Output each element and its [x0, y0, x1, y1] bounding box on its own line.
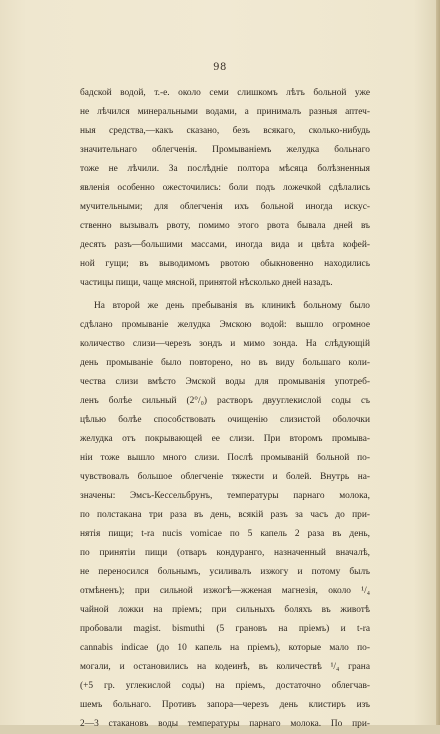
- text-line: ственно вызывалъ рвоту, помимо этого рвота бывала дней въ: [80, 221, 370, 231]
- text-line: На второй же день пребыванія въ клиникѣ больному было: [94, 301, 370, 311]
- text-line: ленъ болѣе сильный (2°/₀) растворъ двууглекислой соды съ: [80, 396, 370, 406]
- text-line: ной гущи; въ выводимомъ рвотою обыкновенно находились: [80, 259, 370, 269]
- text-line: отмѣненъ); при сильной изжогѣ—жженая магнезія, около ¹/₄: [80, 586, 370, 596]
- text-line: желудка отъ покрывающей ее слизи. При второмъ промыва-: [80, 434, 370, 444]
- text-line: цѣлью болѣе способствовать очищенію слизистой оболочки: [80, 415, 370, 425]
- text-line: значены: Эмсъ-Кессельбрунъ, температуры парнаго молока,: [80, 491, 370, 501]
- text-line: бадской водой, т.-е. около семи слишкомъ лѣтъ больной уже: [80, 88, 370, 98]
- text-line: не переносился больнымъ, усиливалъ изжогу и потому былъ: [80, 567, 370, 577]
- text-line: (+5 гр. углекислой соды) на пріемъ, достаточно облегчав-: [80, 681, 370, 691]
- text-line: чества слизи вмѣсто Эмской воды для промыванія употреб-: [80, 377, 370, 387]
- text-line: значительнаго облегченія. Промываніемъ желудка больнаго: [80, 145, 370, 155]
- text-line: 2—3 стакановъ воды температуры парнаго молока. По при-: [80, 719, 370, 729]
- page-edge: [436, 0, 440, 725]
- text-line: ныя средства,—какъ сказано, безъ всякаго, сколько-нибудь: [80, 126, 370, 136]
- text-line: тоже не лѣчили. За послѣдніе полтора мѣсяца болѣзненныя: [80, 164, 370, 174]
- text-line: ніи тоже вышло много слизи. Послѣ промываній больной по-: [80, 453, 370, 463]
- text-line: нятія пищи; t-ra nucis vomicae по 5 капель 2 раза въ день,: [80, 529, 370, 539]
- text-line: количество слизи—черезъ зондъ и мимо зонда. На слѣдующій: [80, 339, 370, 349]
- text-line: не лѣчился минеральными водами, а принималъ разныя аптеч-: [80, 107, 370, 117]
- text-line: чувствовалъ большое облегченіе тяжести и болей. Внутрь на-: [80, 472, 370, 482]
- body-text: [80, 84, 370, 734]
- text-line: шемъ больнаго. Противъ запора—черезъ день клистиръ изъ: [80, 700, 370, 710]
- text-line: мучительными; для облегченія ихъ больной иногда искус-: [80, 202, 370, 212]
- text-line: явленія особенно ожесточились: боли подъ ложечкой сдѣлались: [80, 183, 370, 193]
- text-line: cannabis indicae (до 10 капель на пріемъ), которые мало по-: [80, 643, 370, 653]
- text-line: десять разъ—большими массами, иногда вида и цвѣта кофей-: [80, 240, 370, 250]
- text-line: сдѣлано промываніе желудка Эмскою водой: вышло огромное: [80, 320, 370, 330]
- text-line: частицы пищи, чаще мясной, принятой нѣсколько дней назадъ.: [80, 278, 333, 288]
- text-line: чайной ложки на пріемъ; при сильныхъ боляхъ въ животѣ: [80, 605, 370, 615]
- text-line: могали, и остановились на кодеинѣ, въ количествѣ ¹/₄ грана: [80, 662, 370, 672]
- text-line: день промываніе было повторено, но въ виду большаго коли-: [80, 358, 370, 368]
- text-line: по принятіи пищи (отваръ кондуранго, назначенный вначалѣ,: [80, 548, 370, 558]
- text-line: по полстакана три раза въ день, всякій разъ за часъ до при-: [80, 510, 370, 520]
- text-line: пробовали magist. bismuthi (5 грановъ на пріемъ) и t-ra: [80, 624, 370, 634]
- page-number: 98: [213, 62, 227, 73]
